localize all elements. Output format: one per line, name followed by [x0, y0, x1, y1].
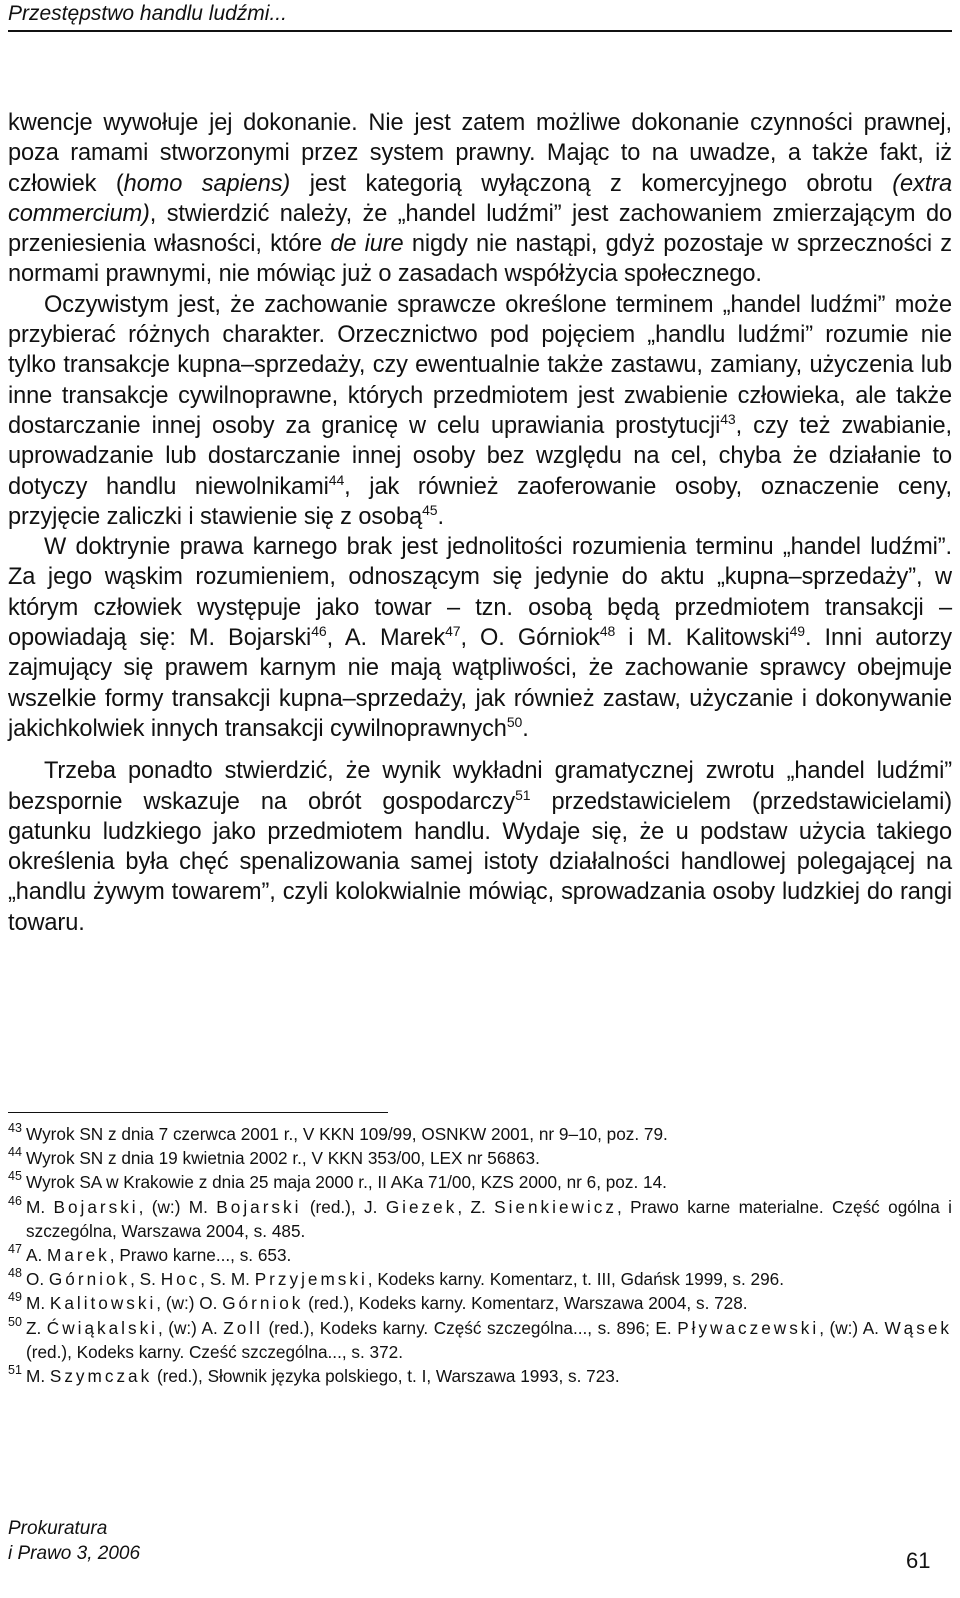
footnote-author: Kalitowski	[49, 1293, 157, 1314]
paragraph-2: Oczywistym jest, że zachowanie sprawcze określone terminem „handel ludźmi” może przybierać różnych charakter. Orzecznictwo pod pojęciem „handlu ludźmi” rozumie nie tylko transakcje kupna–sprzedaży, czy ewentualnie także zastawu, zamiany, użyczenia lub inne transakcje cywilnoprawne, których przedmiotem jest zwabienie człowieka, ale także dostarczanie innej osoby za granicę w celu uprawiania prostytucji$^{43}$, czy też zwabianie, uprowadzanie lub dostarczanie innej osoby bez względu na cel, chyba że działanie to dotyczy handlu niewolnikami$^{44}$, jak również zaoferowanie osoby, oznaczenie ceny, przyjęcie zaliczki i stawienie się z osobą$^{45}$.	[8, 291, 953, 530]
footnote-text: , S. M.	[200, 1269, 255, 1290]
footnote-number: 49	[8, 1290, 22, 1305]
footnote-51	[8, 1364, 952, 1388]
footnote-text: (red.), J.	[301, 1196, 386, 1217]
journal-footer	[8, 1516, 140, 1566]
footnote-number: 43	[8, 1121, 22, 1135]
footnote-author: Ćwiąkalski	[46, 1317, 158, 1338]
footnote-text: M.	[26, 1293, 50, 1314]
footnote-47	[8, 1243, 952, 1267]
footnote-author: Marek	[47, 1245, 110, 1266]
footnote-50	[8, 1316, 952, 1364]
footnote-text: (red.), Kodeks karny. Komentarz, Warszawa 2004, s. 728.	[303, 1293, 748, 1314]
footnote-46	[8, 1195, 952, 1243]
footnote-author: Bojarski	[53, 1196, 139, 1217]
footnote-author: Sienkiewicz	[494, 1196, 617, 1217]
header-rule	[8, 30, 952, 32]
journal-name: Prokuratura	[8, 1518, 108, 1539]
footnote-text: (red.), Słownik języka polskiego, t. I, Warszawa 1993, s. 723.	[152, 1366, 620, 1387]
footnote-author: Wąsek	[884, 1317, 952, 1338]
footnote-ref-43[interactable]: 43	[720, 410, 736, 427]
footnote-49	[8, 1291, 952, 1315]
footnote-text: M.	[26, 1196, 54, 1217]
footnote-author: Górniok	[48, 1269, 131, 1290]
running-header-title: Przestępstwo handlu ludźmi...	[8, 2, 287, 25]
footnote-author: Giezek	[385, 1196, 458, 1217]
footnote-text: , S.	[130, 1269, 161, 1290]
footnote-text: , (w:) O.	[156, 1293, 223, 1314]
journal-issue: i Prawo 3, 2006	[8, 1543, 141, 1564]
body-text	[8, 108, 952, 938]
footnote-author: Pływaczewski	[677, 1317, 820, 1338]
footnote-text: Wyrok SN z dnia 19 kwietnia 2002 r., V KKN 353/00, LEX nr 56863.	[26, 1148, 540, 1169]
footnote-ref-48[interactable]: 48	[599, 623, 616, 640]
page-number: 61	[906, 1548, 931, 1573]
footnote-author: Bojarski	[216, 1196, 302, 1217]
footnote-text: Wyrok SA w Krakowie z dnia 25 maja 2000 r., II AKa 71/00, KZS 2000, nr 6, poz. 14.	[26, 1172, 667, 1193]
footnote-text: (red.), Kodeks karny. Cześć szczególna..., s. 372.	[26, 1341, 404, 1362]
footnote-number: 51	[8, 1363, 22, 1378]
footnote-number: 45	[8, 1169, 22, 1184]
footnote-text: , Z.	[457, 1196, 495, 1217]
footnote-number: 44	[8, 1145, 22, 1160]
footnote-text: , Kodeks karny. Komentarz, t. III, Gdańsk 1999, s. 296.	[367, 1269, 784, 1290]
footnote-43	[8, 1122, 952, 1146]
footnote-ref-50[interactable]: 50	[506, 713, 523, 730]
footnote-number: 46	[8, 1193, 22, 1208]
footnote-ref-45[interactable]: 45	[422, 501, 438, 518]
footnote-text: , (w:) M.	[138, 1196, 217, 1217]
footnote-45	[8, 1170, 952, 1194]
footnote-author: Zoll	[223, 1317, 263, 1338]
paragraph-3: W doktrynie prawa karnego brak jest jednolitości rozumienia terminu „handel ludźmi”. Za jego wąskim rozumieniem, odnoszącym się jedynie do aktu „kupna–sprzedaży”, w którym człowiek występuje jako towar – tzn. osobą będą przedmiotem transakcji – opowiadają się: M. Bojarski$^{46}$, A. Marek$^{47}$, O. Górniok$^{48}$ i M. Kalitowski$^{49}$. Inni autorzy zajmujący się prawem karnym nie mają wątpliwości, że zachowanie sprawcy obejmuje wszelkie formy transakcji kupna–sprzedaży, jak również zastaw, użyczanie i dokonywanie jakichkolwiek innych transakcji cywilnoprawnych$^{50}$.	[8, 534, 952, 742]
footnote-ref-47[interactable]: 47	[445, 623, 461, 640]
footnote-44	[8, 1146, 952, 1170]
footnote-author: Szymczak	[49, 1366, 153, 1387]
paragraph-1: kwencje wywołuje jej dokonanie. Nie jest zatem możliwe dokonanie czynności prawnej, poza ramami stworzonymi przez system prawny. Mając to na uwadze, a także fakt, iż człowiek (homo sapiens) jest kategorią wyłączoną z komercyjnego obrotu (extra commercium), stwierdzić należy, że „handel ludźmi” jest zachowaniem zmierzającym do przeniesienia własności, które de iure nigdy nie nastąpi, gdyż pozostaje w sprzeczności z normami prawnymi, nie mówiąc już o zasadach współżycia społecznego.	[8, 110, 952, 288]
footnote-text: , (w:) A.	[157, 1317, 224, 1338]
paragraph-4: Trzeba ponadto stwierdzić, że wynik wykładni gramatycznej zwrotu „handel ludźmi” bezspornie wskazuje na obrót gospodarczy$^{51}$ przedstawicielem (przedstawicielami) gatunku ludzkiego jako przedmiotem handlu. Wydaje się, że u podstaw użycia takiego określenia była chęć spenalizowania samej istoty działalności handlowej polegającej na „handlu żywym towarem”, czyli kolokwialnie mówiąc, sprowadzania osoby ludzkiej do rangi towaru.	[8, 758, 952, 936]
footnote-text: M.	[26, 1366, 50, 1387]
footnote-text: A.	[26, 1245, 48, 1266]
running-header	[8, 0, 952, 34]
footnote-number: 47	[8, 1242, 22, 1257]
footnote-text: O.	[26, 1269, 49, 1290]
footnote-ref-44[interactable]: 44	[328, 471, 345, 488]
footnote-text: Wyrok SN z dnia 7 czerwca 2001 r., V KKN 109/99, OSNKW 2001, nr 9–10, poz. 79.	[26, 1124, 668, 1144]
footnote-author: Górniok	[222, 1293, 304, 1314]
footnote-text: , Prawo karne..., s. 653.	[109, 1245, 292, 1266]
footnote-text: , Prawo karne materialne. Część ogólna i szczególna, Warszawa 2004, s. 485.	[26, 1196, 952, 1241]
footnote-number: 48	[8, 1266, 22, 1281]
footnote-48	[8, 1267, 952, 1291]
footnote-author: Hoc	[160, 1269, 201, 1290]
footnote-text: Z.	[26, 1317, 47, 1338]
footnotes	[8, 1122, 952, 1388]
footnote-number: 50	[8, 1314, 22, 1329]
footnote-author: Przyjemski	[254, 1269, 368, 1290]
footnote-ref-51[interactable]: 51	[515, 786, 531, 803]
footnote-separator	[8, 1112, 388, 1113]
footnote-text: , (w:) A.	[819, 1317, 885, 1338]
footnote-ref-46[interactable]: 46	[311, 623, 327, 640]
footnote-text: (red.), Kodeks karny. Część szczególna..., s. 896; E.	[262, 1317, 678, 1338]
footnote-ref-49[interactable]: 49	[789, 623, 805, 640]
